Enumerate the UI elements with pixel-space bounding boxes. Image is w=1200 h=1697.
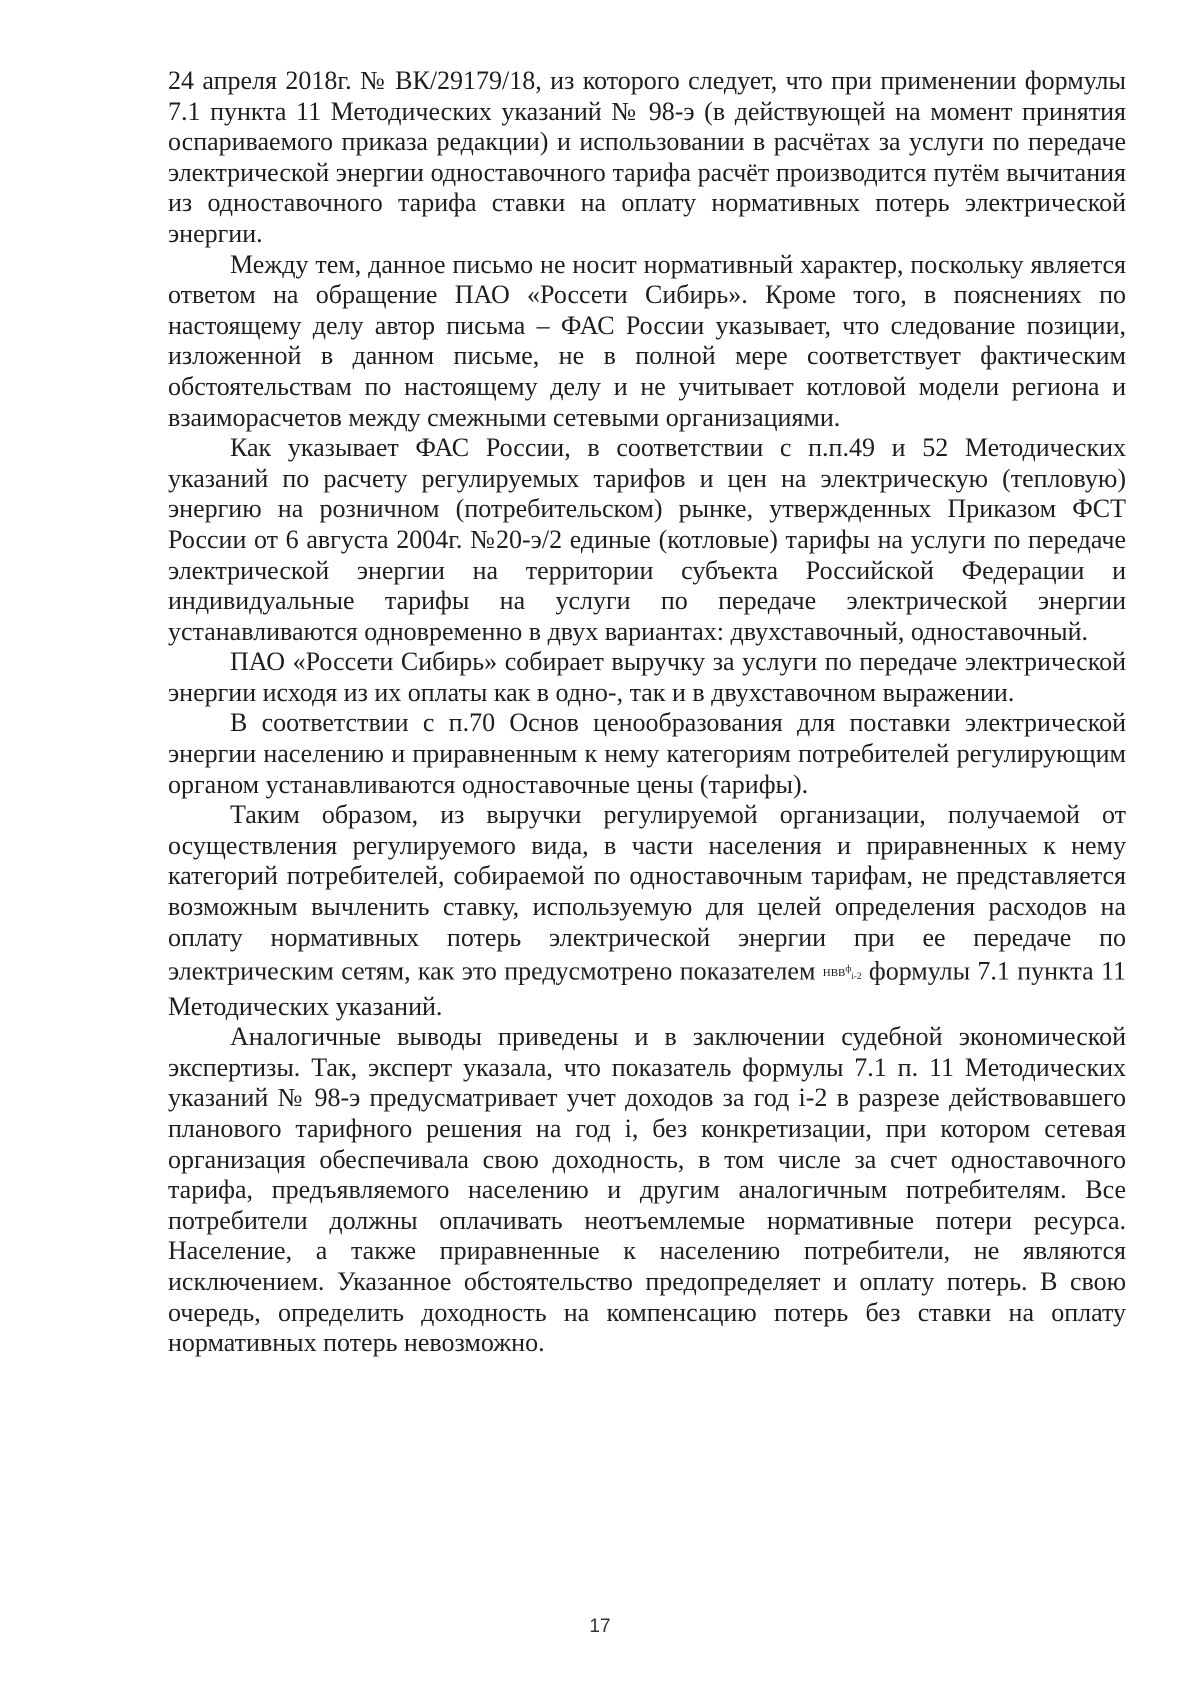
indicator-symbol <box>822 963 862 982</box>
document-body <box>168 66 1126 1359</box>
paragraph-6-text-before: Таким образом, из выручки регулируемой организации, получаемой от осуществления регулируемого вида, в части населения и приравненных к нему категорий потребителей, собираемой по одноставочным тарифам, не представляется возможным вычленить ставку, используемую для целей определения расходов на оплату нормативных потерь электрической энергии при ее передаче по электрическим сетям, как это предусмотрено показателем <box>168 800 1126 986</box>
paragraph-6-text-after: формулы 7.1 пункта 11 Методических указаний. <box>168 956 1126 1021</box>
paragraph-6 <box>168 800 1126 1022</box>
indicator-symbol-subscript: i-2 <box>851 971 862 982</box>
indicator-symbol-base: НВВ <box>822 966 846 979</box>
paragraph-2: Между тем, данное письмо не носит нормативный характер, поскольку является ответом на обращение ПАО «Россети Сибирь». Кроме того, в пояснениях по настоящему делу автор письма – ФАС России указывает, что следование позиции, изложенной в данном письме, не в полной мере соответствует фактическим обстоятельствам по настоящему делу и не учитывает котловой модели региона и взаиморасчетов между смежными сетевыми организациями. <box>168 249 1126 432</box>
paragraph-7: Аналогичные выводы приведены и в заключении судебной экономической экспертизы. Так, эксперт указала, что показатель формулы 7.1 п. 11 Методических указаний № 98-э предусматривает учет доходов за год i-2 в разрезе действовавшего планового тарифного решения на год i, без конкретизации, при котором сетевая организация обеспечивала свою доходность, в том числе за счет одноставочного тарифа, предъявляемого населению и другим аналогичным потребителям. Все потребители должны оплачивать неотъемлемые нормативные потери ресурса. Население, а также приравненные к населению потребители, не являются исключением. Указанное обстоятельство предопределяет и оплату потерь. В свою очередь, определить доходность на компенсацию потерь без ставки на оплату нормативных потерь невозможно. <box>168 1022 1126 1358</box>
paragraph-4: ПАО «Россети Сибирь» собирает выручку за услуги по передаче электрической энергии исходя из их оплаты как в одно-, так и в двухставочном выражении. <box>168 647 1126 707</box>
page-number: 17 <box>589 1616 611 1637</box>
paragraph-5: В соответствии с п.70 Основ ценообразования для поставки электрической энергии населению и приравненным к нему категориям потребителей регулирующим органом устанавливаются одноставочные цены (тарифы). <box>168 708 1126 799</box>
paragraph-3: Как указывает ФАС России, в соответствии с п.п.49 и 52 Методических указаний по расчету регулируемых тарифов и цен на электрическую (тепловую) энергию на розничном (потребительском) рынке, утвержденных Приказом ФСТ России от 6 августа 2004г. №20-э/2 единые (котловые) тарифы на услуги по передаче электрической энергии на территории субъекта Российской Федерации и индивидуальные тарифы на услуги по передаче электрической энергии устанавливаются одновременно в двух вариантах: двухставочный, одноставочный. <box>168 433 1126 646</box>
paragraph-1: 24 апреля 2018г. № ВК/29179/18, из которого следует, что при применении формулы 7.1 пункта 11 Методических указаний № 98-э (в действующей на момент принятия оспариваемого приказа редакции) и использовании в расчётах за услуги по передаче электрической энергии одноставочного тарифа расчёт производится путём вычитания из одноставочного тарифа ставки на оплату нормативных потерь электрической энергии. <box>168 66 1126 248</box>
indicator-symbol-superscript: ф <box>845 963 852 974</box>
